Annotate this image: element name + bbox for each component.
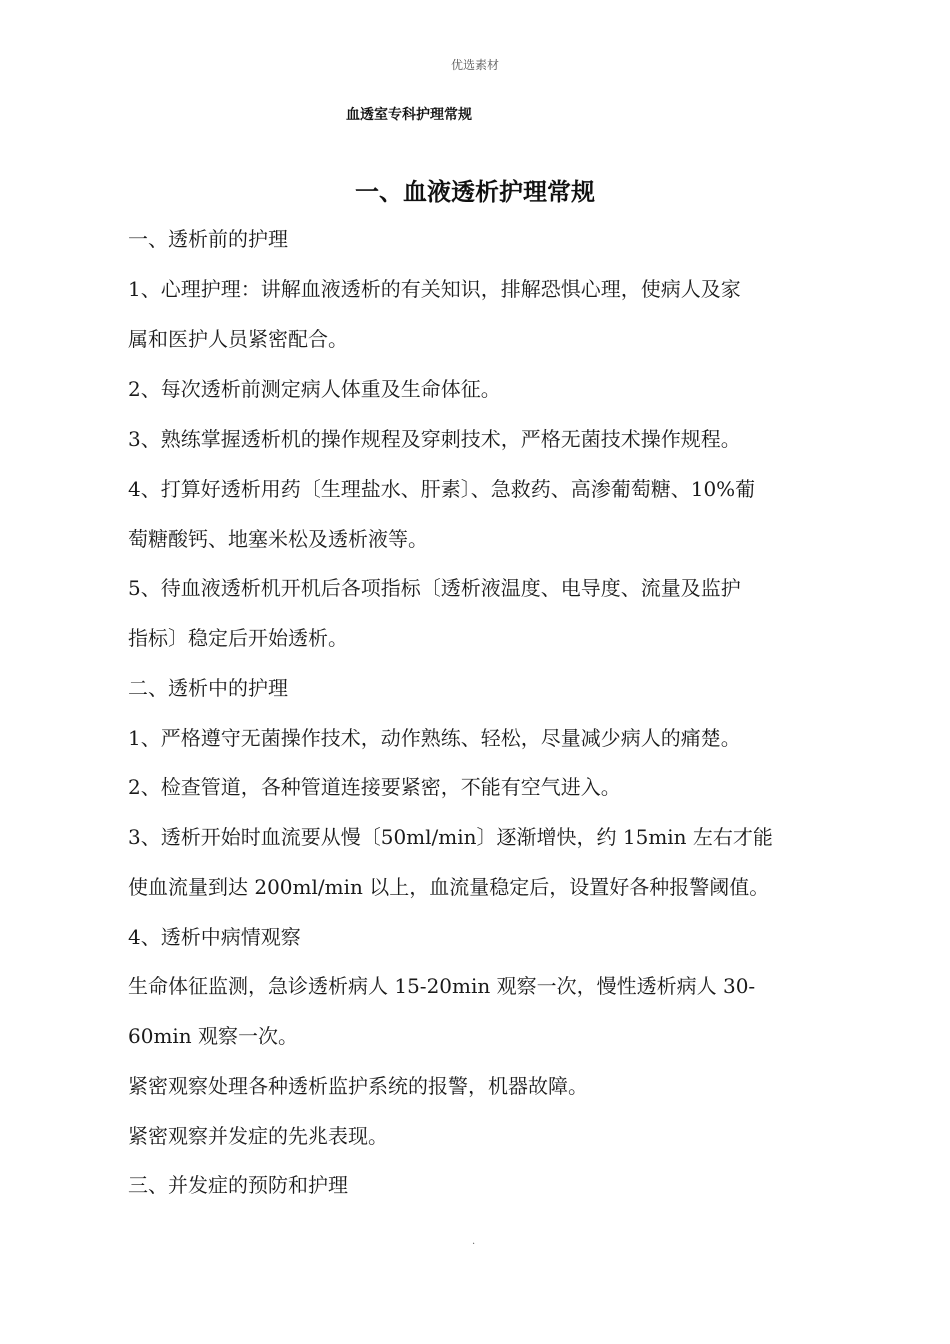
subheading-complications: 三、并发症的预防和护理: [128, 1173, 348, 1197]
paragraph-line: 1、严格遵守无菌操作技术，动作熟练、轻松，尽量减少病人的痛楚。: [128, 726, 741, 750]
paragraph-line: 生命体征监测，急诊透析病人 15-20min 观察一次，慢性透析病人 30-: [128, 974, 756, 998]
paragraph-line: 2、每次透析前测定病人体重及生命体征。: [128, 377, 501, 401]
paragraph-line: 4、透析中病情观察: [128, 925, 301, 949]
section-heading: 一、血液透析护理常规: [355, 178, 595, 206]
paragraph-line: 萄糖酸钙、地塞米松及透析液等。: [128, 527, 428, 551]
paragraph-line: 属和医护人员紧密配合。: [128, 327, 348, 351]
paragraph-line: 60min 观察一次。: [128, 1024, 299, 1048]
document-title: 血透室专科护理常规: [346, 107, 472, 123]
paragraph-line: 2、检查管道，各种管道连接要紧密，不能有空气进入。: [128, 775, 621, 799]
paragraph-line: 指标〕稳定后开始透析。: [128, 626, 348, 650]
paragraph-line: 紧密观察处理各种透析监护系统的报警，机器故障。: [128, 1074, 588, 1098]
page-header: 优选素材: [450, 58, 499, 72]
paragraph-line: 紧密观察并发症的先兆表现。: [128, 1124, 388, 1148]
paragraph-line: 3、透析开始时血流要从慢〔50ml/min〕逐渐增快，约 15min 左右才能: [128, 825, 773, 849]
paragraph-line: 使血流量到达 200ml/min 以上，血流量稳定后，设置好各种报警阈值。: [128, 875, 770, 899]
paragraph-line: 5、待血液透析机开机后各项指标〔透析液温度、电导度、流量及监护: [128, 576, 741, 600]
footer-mark: .: [472, 1236, 476, 1247]
paragraph-line: 3、熟练掌握透析机的操作规程及穿刺技术，严格无菌技术操作规程。: [128, 427, 741, 451]
subheading-pre-dialysis: 一、透析前的护理: [128, 227, 288, 251]
subheading-intra-dialysis: 二、透析中的护理: [128, 676, 288, 700]
paragraph-line: 4、打算好透析用药〔生理盐水、肝素〕、急救药、高渗葡萄糖、10%葡: [128, 477, 756, 501]
paragraph-line: 1、心理护理：讲解血液透析的有关知识，排解恐惧心理，使病人及家: [128, 277, 741, 301]
